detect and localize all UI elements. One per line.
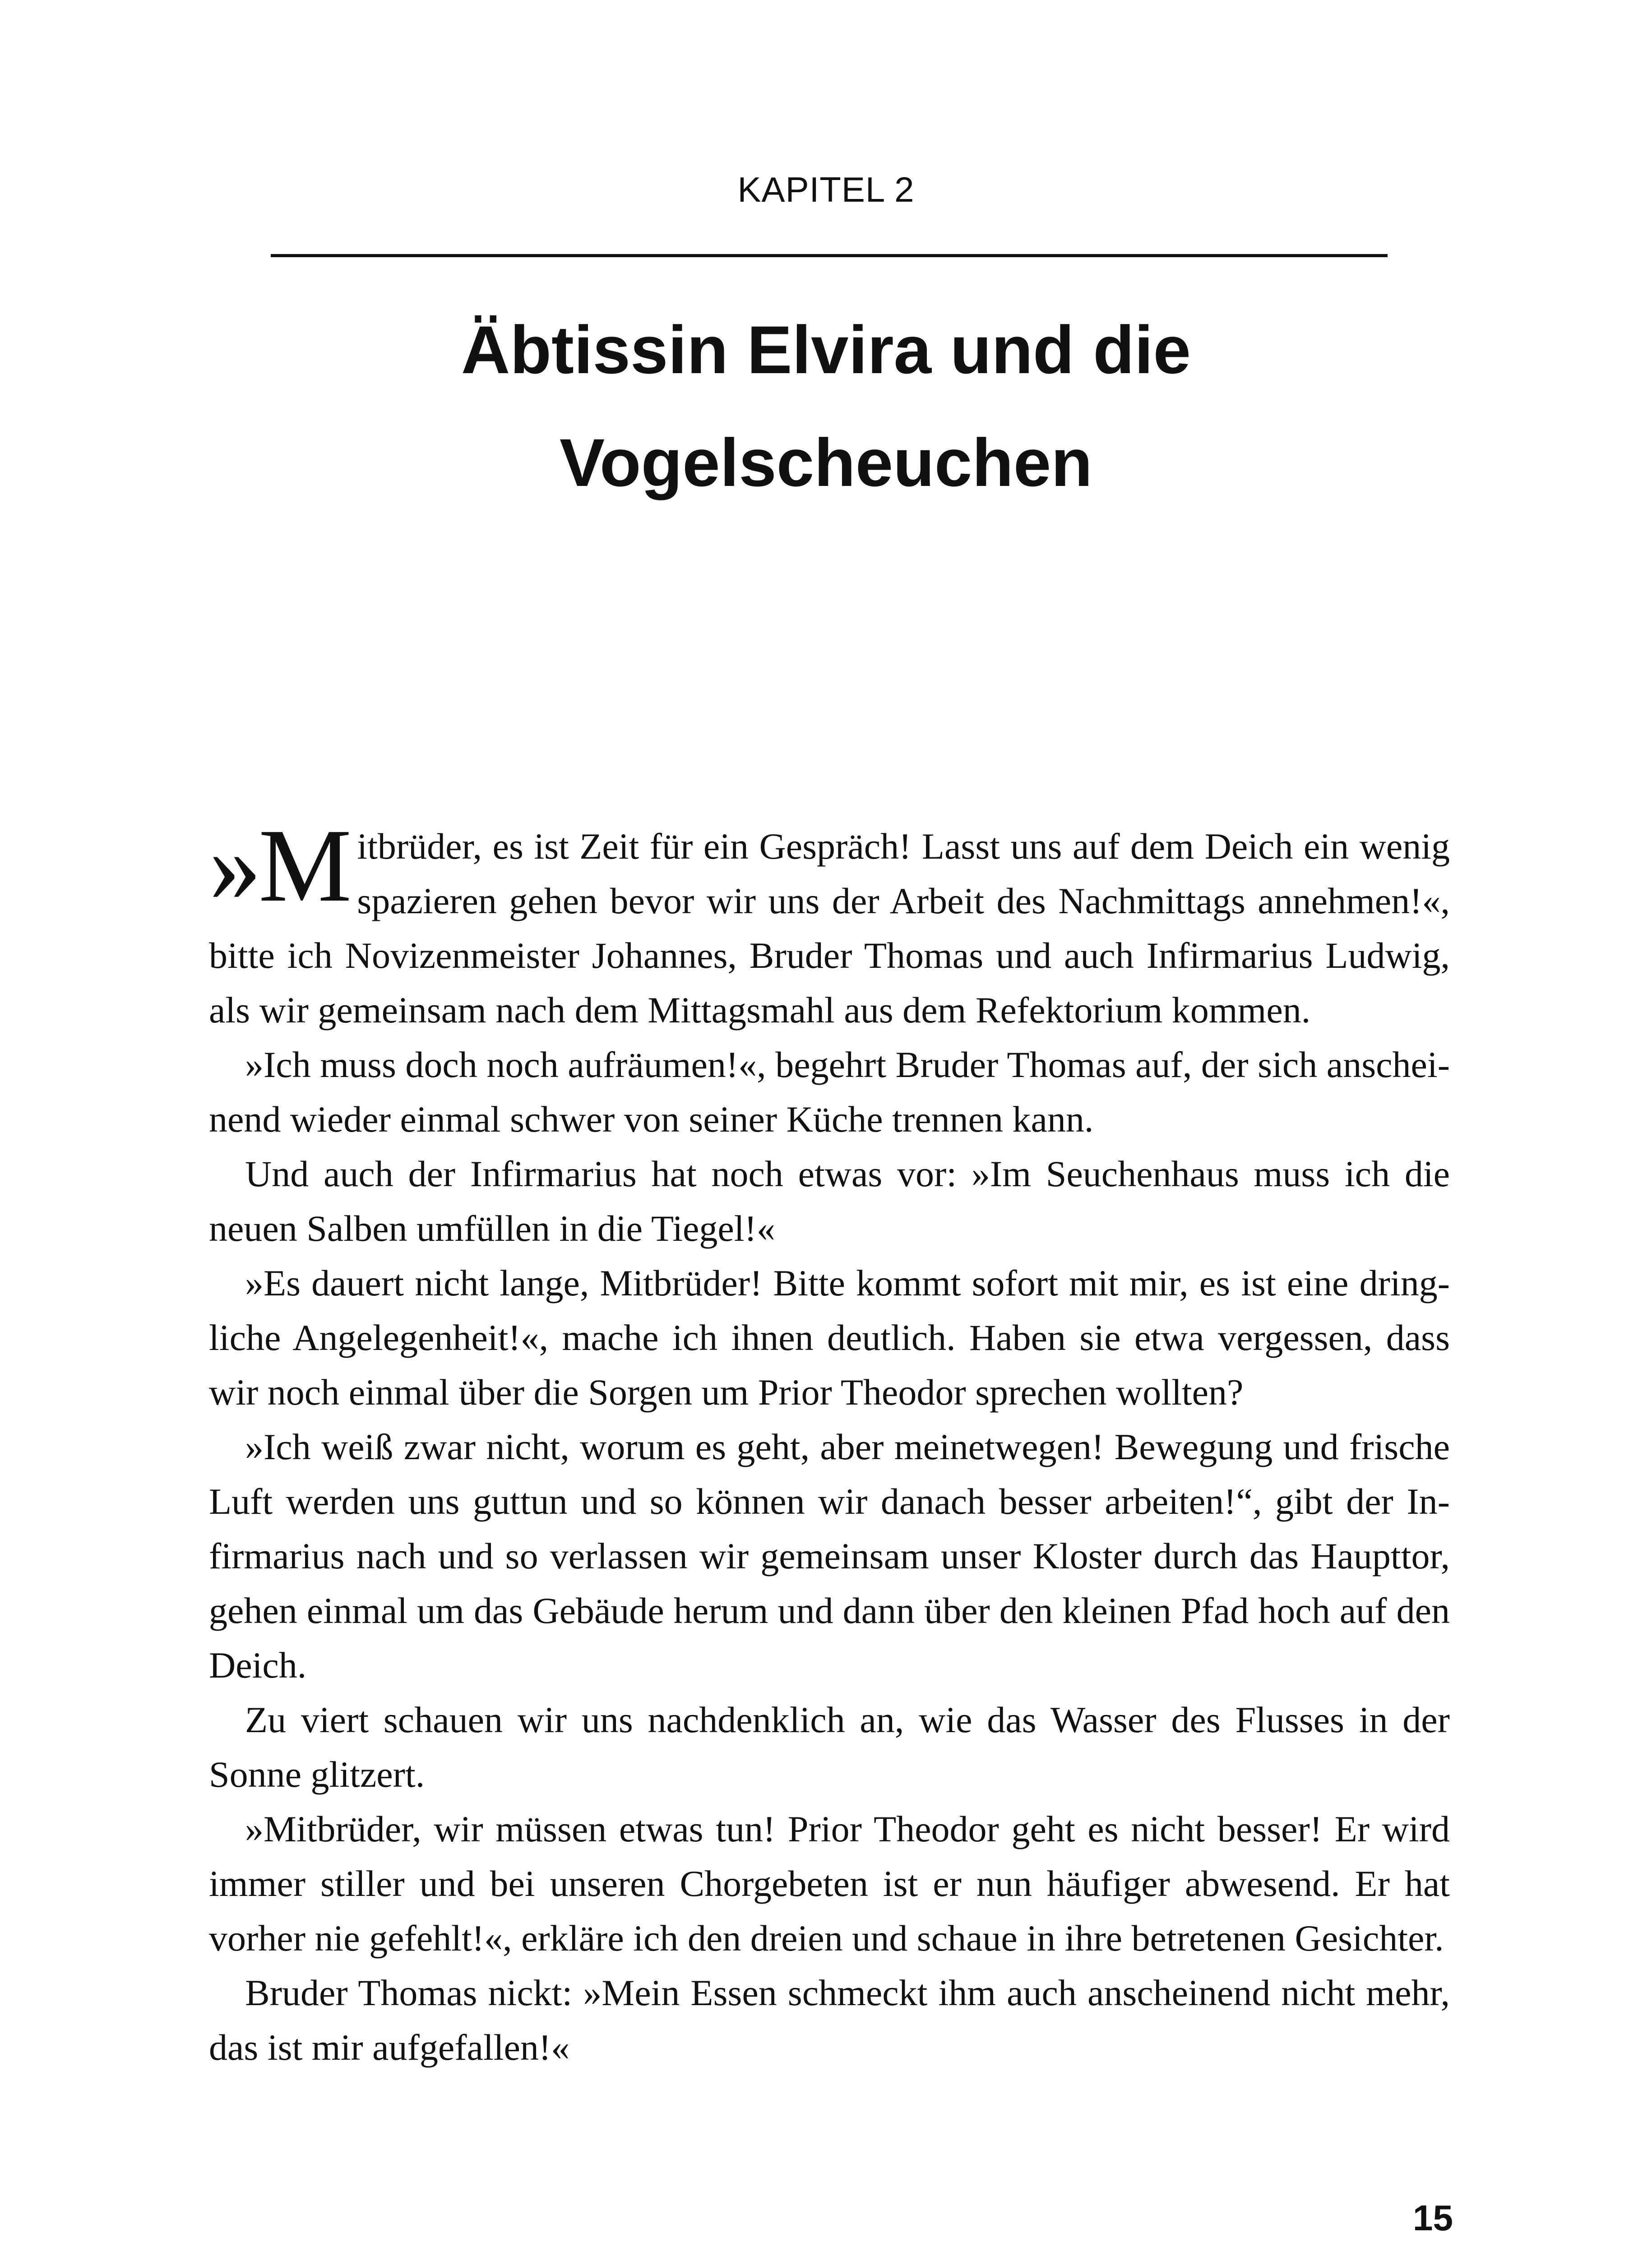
- paragraph-4: »Es dauert nicht lange, Mitbrüder! Bitte kommt sofort mit mir, es ist eine dringliche Angelegenheit!«, mache ich ihnen deutlich. Haben sie etwa vergessen, dass wir noch einmal über die Sorgen um Prior Theodor sprechen wollten?: [209, 1262, 1450, 1413]
- paragraph-5: »Ich weiß zwar nicht, worum es geht, aber meinetwegen! Bewegung und frische Luft werden uns guttun und so können wir danach besser arbeiten!“, gibt der Infirmarius nach und so verlassen wir gemeinsam unser Kloster durch das Haupttor, gehen einmal um das Gebäude herum und dann über den kleinen Pfad hoch auf den Deich.: [209, 1426, 1450, 1686]
- paragraph-7: »Mitbrüder, wir müssen etwas tun! Prior Theodor geht es nicht besser! Er wird immer stiller und bei unseren Chorgebeten ist er nun häufiger abwesend. Er hat vorher nie gefehlt!«, erkläre ich den dreien und schaue in ihre betretenen Gesichter.: [209, 1808, 1450, 1959]
- chapter-title: [0, 293, 1652, 519]
- chapter-title-line-2: Vogelscheuchen: [560, 425, 1092, 500]
- page-number: 15: [1413, 2198, 1453, 2238]
- chapter-title-line-1: Äbtissin Elvira und die: [461, 312, 1191, 388]
- paragraph-8: Bruder Thomas nickt: »Mein Essen schmeckt ihm auch anscheinend nicht mehr, das ist mir aufgefallen!«: [209, 1972, 1450, 2068]
- chapter-divider: [271, 254, 1388, 257]
- chapter-label: KAPITEL 2: [737, 170, 915, 209]
- drop-cap: »M: [209, 808, 349, 924]
- paragraph-3: Und auch der Infirmarius hat noch etwas vor: »Im Seuchenhaus muss ich die neuen Salben umfüllen in die Tiegel!«: [209, 1153, 1450, 1249]
- paragraph-6: Zu viert schauen wir uns nachdenklich an, wie das Wasser des Flusses in der Sonne glitzert.: [209, 1699, 1450, 1795]
- body-text: [209, 808, 1450, 2075]
- paragraph-1-text: itbrüder, es ist Zeit für ein Gespräch! Lasst uns auf dem Deich ein wenig spazieren gehen bevor wir uns der Arbeit des Nachmittags annehmen!«, bitte ich Novizenmeister Johannes, Bruder Thomas und auch Infirmarius Ludwig, als wir gemeinsam nach dem Mittagsmahl aus dem Refektorium kommen.: [209, 826, 1450, 1031]
- paragraph-1: [209, 808, 1450, 1037]
- paragraph-2: »Ich muss doch noch aufräumen!«, begehrt Bruder Thomas auf, der sich anscheinend wieder einmal schwer von seiner Küche trennen kann.: [209, 1044, 1450, 1140]
